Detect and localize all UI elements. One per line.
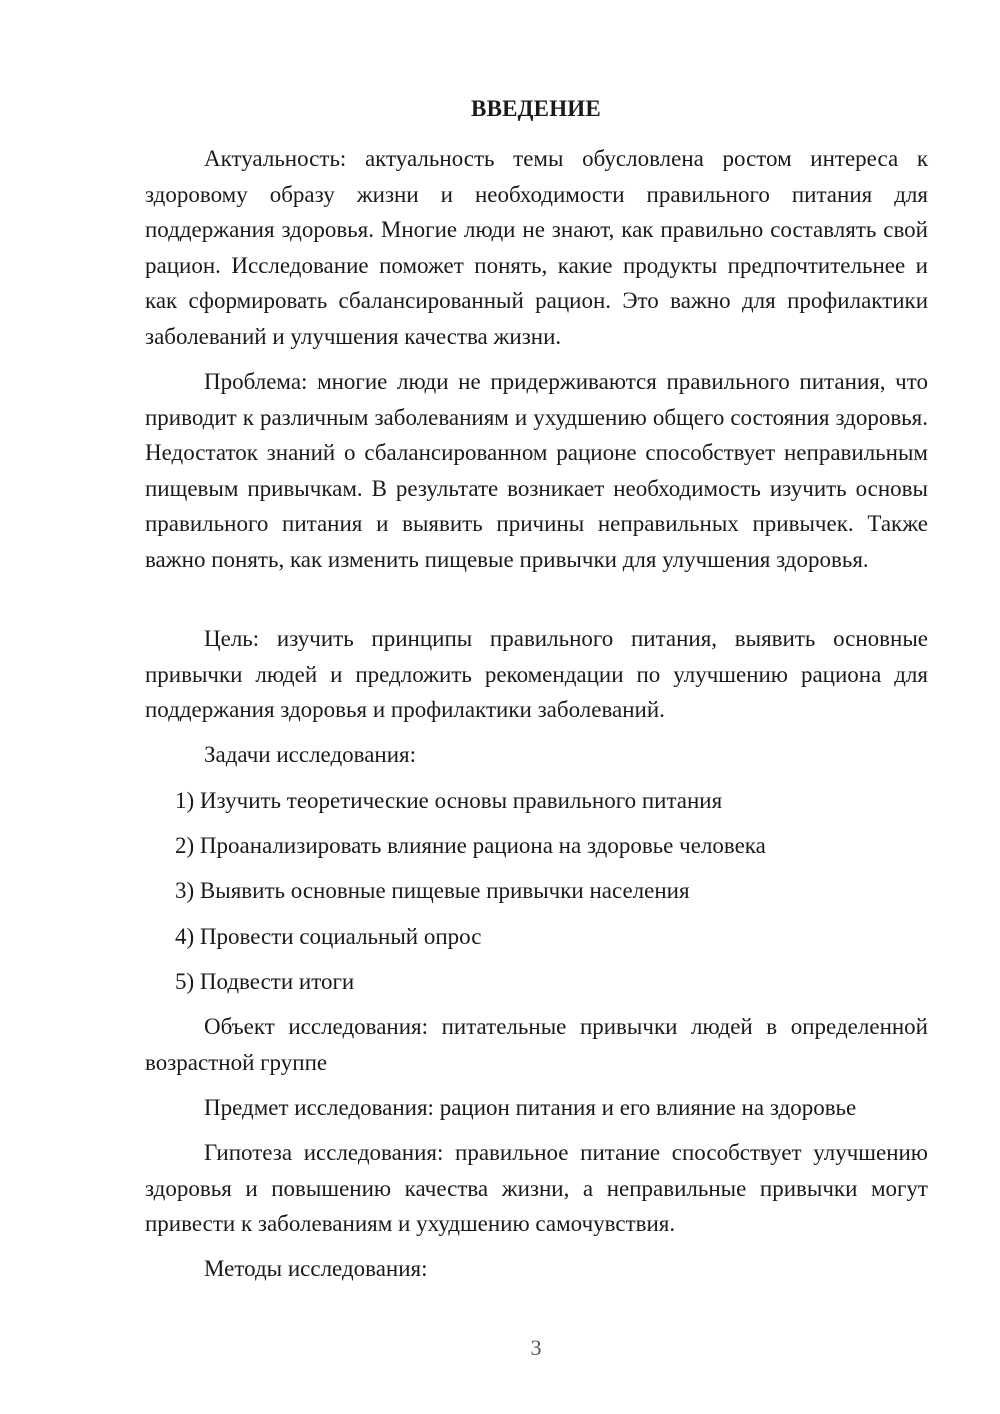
- paragraph-problem: Проблема: многие люди не придерживаются правильного питания, что приводит к различным заболеваниям и ухудшению общего состояния здоровья. Недостаток знаний о сбалансированном рационе способствует неправильным пищевым привычкам. В результате возникает необходимость изучить основы правильного питания и выявить причины неправильных привычек. Также важно понять, как изменить пищевые привычки для улучшения здоровья.: [145, 369, 928, 572]
- paragraph-relevance: Актуальность: актуальность темы обусловлена ростом интереса к здоровому образу жизни и необходимости правильного питания для поддержания здоровья. Многие люди не знают, как правильно составлять свой рацион. Исследование поможет понять, какие продукты предпочтительнее и как сформировать сбалансированный рацион. Это важно для профилактики заболеваний и улучшения качества жизни.: [145, 146, 928, 349]
- task-item-2: 2) Проанализировать влияние рациона на здоровье человека: [175, 833, 766, 858]
- task-item-4: 4) Провести социальный опрос: [175, 924, 482, 949]
- paragraph-subject: Предмет исследования: рацион питания и его влияние на здоровье: [204, 1095, 857, 1120]
- task-item-3: 3) Выявить основные пищевые привычки населения: [175, 878, 690, 903]
- paragraph-goal: Цель: изучить принципы правильного питания, выявить основные привычки людей и предложить рекомендации по улучшению рациона для поддержания здоровья и профилактики заболеваний.: [145, 626, 928, 722]
- page-title: ВВЕДЕНИЕ: [471, 96, 601, 121]
- tasks-heading: Задачи исследования:: [204, 742, 417, 767]
- paragraph-object: Объект исследования: питательные привычки людей в определенной возрастной группе: [145, 1014, 928, 1075]
- paragraph-hypothesis: Гипотеза исследования: правильное питание способствует улучшению здоровья и повышению качества жизни, а неправильные привычки могут привести к заболеваниям и ухудшению самочувствия.: [145, 1140, 928, 1236]
- task-item-1: 1) Изучить теоретические основы правильного питания: [175, 788, 723, 813]
- page-number: 3: [530, 1335, 542, 1360]
- paragraph-methods: Методы исследования:: [204, 1256, 428, 1281]
- task-item-5: 5) Подвести итоги: [175, 969, 355, 994]
